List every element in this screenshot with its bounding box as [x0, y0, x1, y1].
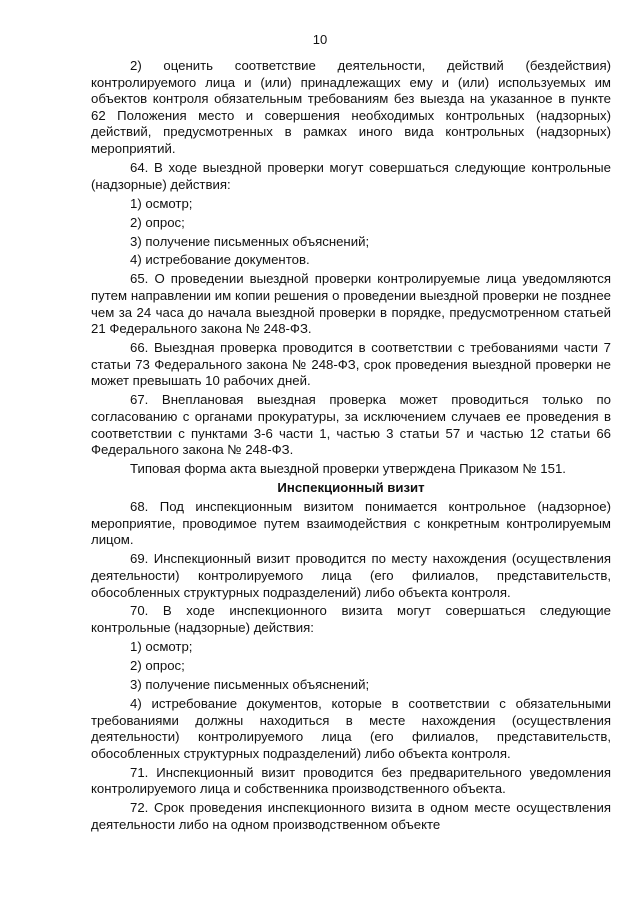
list-item: 2) опрос;: [130, 214, 185, 230]
paragraph: 68. Под инспекционным визитом понимается контрольное (надзорное) мероприятие, проводимое путем взаимодействия с конкретным контролируемым лицом.: [91, 499, 611, 548]
list-item: 3) получение письменных объяснений;: [130, 677, 370, 693]
section-heading: Инспекционный визит: [277, 480, 425, 496]
paragraph: 4) истребование документов, которые в соответствии с обязательными требованиями должны находиться в месте нахождения (осуществления деятельности) контролируемого лица (его филиалов, представительств, обособленных структурных подразделений) либо объекта контроля.: [91, 696, 611, 761]
paragraph: 71. Инспекционный визит проводится без предварительного уведомления контролируемого лица и собственника производственного объекта.: [91, 764, 611, 797]
list-item: 2) опрос;: [130, 658, 185, 674]
page-number: 10: [312, 32, 328, 47]
paragraph: 2) оценить соответствие деятельности, действий (бездействия) контролируемого лица и (или) принадлежащих ему и (или) используемых им объектов контроля обязательным требованиям без выезда на указанное в пункте 62 Положения место и совершения необходимых контрольных (надзорных) действий, предусмотренных в рамках иного вида контрольных (надзорных) мероприятий.: [91, 58, 611, 156]
document-body: [91, 58, 611, 836]
paragraph: 69. Инспекционный визит проводится по месту нахождения (осуществления деятельности) контролируемого лица (его филиалов, представительств, обособленных структурных подразделений) либо объекта контроля.: [91, 551, 611, 600]
paragraph: 70. В ходе инспекционного визита могут совершаться следующие контрольные (надзорные) действия:: [91, 603, 611, 636]
paragraph: 66. Выездная проверка проводится в соответствии с требованиями части 7 статьи 73 Федерального закона № 248-ФЗ, срок проведения выездной проверки не может превышать 10 рабочих дней.: [91, 340, 611, 389]
list-item: 1) осмотр;: [130, 195, 193, 211]
paragraph: 65. О проведении выездной проверки контролируемые лица уведомляются путем направлении им копии решения о проведении выездной проверки не позднее чем за 24 часа до начала выездной проверки в порядке, предусмотренном статьей 21 Федерального закона № 248-ФЗ.: [91, 271, 611, 337]
list-item: 1) осмотр;: [130, 639, 193, 655]
list-item: Типовая форма акта выездной проверки утверждена Приказом № 151.: [130, 461, 566, 477]
paragraph: 72. Срок проведения инспекционного визита в одном месте осуществления деятельности либо на одном производственном объекте: [91, 800, 611, 832]
paragraph: 64. В ходе выездной проверки могут совершаться следующие контрольные (надзорные) действия:: [91, 159, 611, 192]
list-item: 4) истребование документов.: [130, 252, 310, 268]
paragraph: 67. Внеплановая выездная проверка может проводиться только по согласованию с органами прокуратуры, за исключением случаев ее проведения в соответствии с пунктами 3-6 части 1, частью 3 статьи 57 и частью 12 статьи 66 Федерального закона № 248-ФЗ.: [91, 392, 611, 458]
list-item: 3) получение письменных объяснений;: [130, 233, 370, 249]
